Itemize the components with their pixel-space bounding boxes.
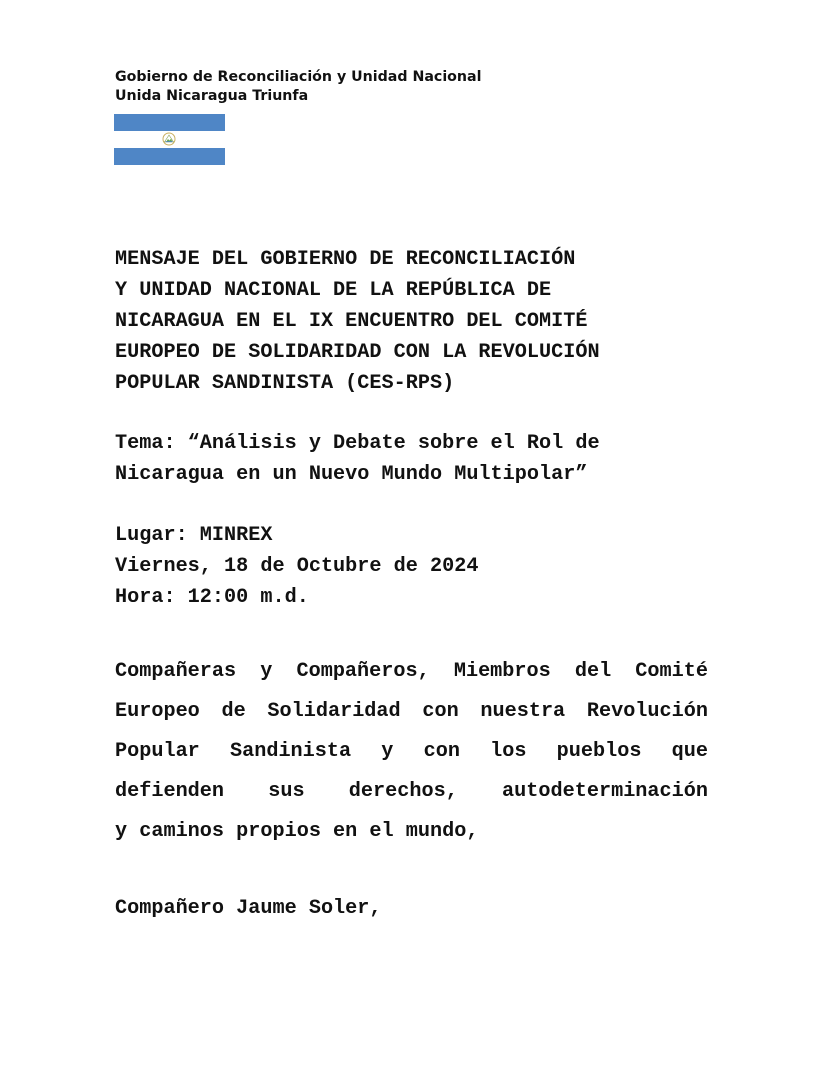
flag-stripe-bottom: [114, 148, 225, 165]
title-line: POPULAR SANDINISTA (CES-RPS): [115, 372, 455, 395]
paragraph-line: defienden sus derechos, autodeterminación: [115, 780, 708, 803]
document-title: [115, 244, 715, 399]
event-location: Lugar: MINREX: [115, 524, 273, 547]
salutation-paragraph: [115, 652, 708, 852]
flag-stripe-middle: [114, 131, 225, 148]
title-line: EUROPEO DE SOLIDARIDAD CON LA REVOLUCIÓN: [115, 341, 600, 364]
nicaragua-flag-icon: [114, 114, 225, 165]
paragraph-line: Popular Sandinista y con los pueblos que: [115, 740, 708, 763]
theme-line: Nicaragua en un Nuevo Mundo Multipolar”: [115, 463, 588, 486]
event-date: Viernes, 18 de Octubre de 2024: [115, 555, 479, 578]
document-header: [115, 68, 481, 106]
paragraph-line: y caminos propios en el mundo,: [115, 820, 479, 843]
flag-stripe-top: [114, 114, 225, 131]
paragraph-line: Compañeras y Compañeros, Miembros del Comité: [115, 660, 708, 683]
coat-of-arms-icon: [162, 132, 176, 146]
theme-block: [115, 428, 600, 490]
event-time: Hora: 12:00 m.d.: [115, 586, 309, 609]
title-line: NICARAGUA EN EL IX ENCUENTRO DEL COMITÉ: [115, 310, 588, 333]
title-line: Y UNIDAD NACIONAL DE LA REPÚBLICA DE: [115, 279, 552, 302]
header-government-name: Gobierno de Reconciliación y Unidad Nacional: [115, 69, 482, 85]
header-slogan: Unida Nicaragua Triunfa: [115, 88, 309, 104]
title-line: MENSAJE DEL GOBIERNO DE RECONCILIACIÓN: [115, 248, 576, 271]
theme-line: Tema: “Análisis y Debate sobre el Rol de: [115, 432, 600, 455]
greeting-line: Compañero Jaume Soler,: [115, 897, 382, 920]
paragraph-line: Europeo de Solidaridad con nuestra Revolución: [115, 700, 708, 723]
event-details: [115, 520, 478, 613]
